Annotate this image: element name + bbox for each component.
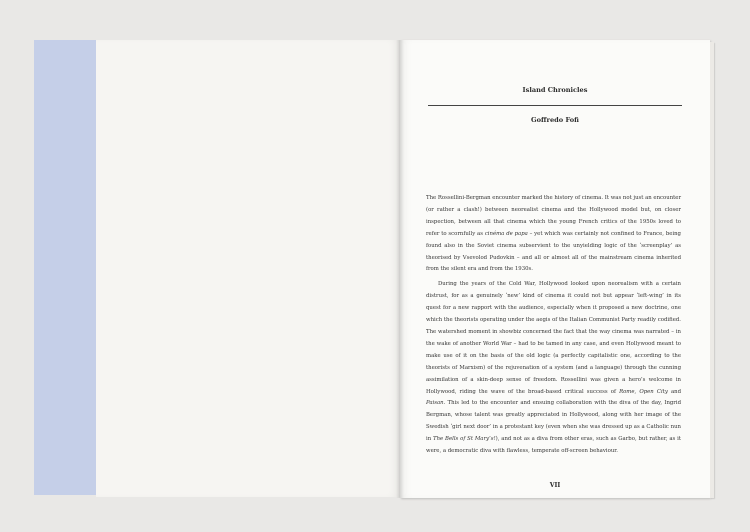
author-name: Goffredo Fofi xyxy=(531,116,579,124)
text-run: The Rossellini-Bergman encounter marked the history of cinema. It was not just an encounter (or rather a clash!) between neorealist cinema and the Hollywood model but, on closer inspection, between all that cinema which the young French critics of the 1950s loved to refer to scornfully as xyxy=(426,195,681,237)
body-text xyxy=(426,193,681,461)
running-head: Island Chronicles xyxy=(522,86,588,94)
italic-title: cinéma de papa xyxy=(484,230,528,237)
italic-title: The Bells of St Mary’s! xyxy=(433,436,496,443)
header-rule xyxy=(428,105,682,106)
text-run: ), and not as a diva from other eras, such as Garbo, but rather, as it were, a democratic diva with flawless, temperate off-screen behaviour. xyxy=(426,436,681,455)
italic-title: Rome, Open City xyxy=(619,388,668,395)
text-run: and xyxy=(667,388,682,395)
page-number: VII xyxy=(549,482,561,489)
paragraph-1 xyxy=(426,193,681,276)
text-run: During the years of the Cold War, Hollywood looked upon neorealism with a certain distrust, for as a genuinely ‘new’ kind of cinema it could not but appear ‘left-wing’ in its quest for a new rapport with the audience, especially when it proposed a new doctrine, one which the theorists operating under the aegis of the Italian Communist Party readily codified. The watershed moment in showbiz concerned the fact that the way cinema was narrated – in the wake of another World War – had to be tamed in any case, and even Hollywood meant to make use of it on the basis of the old logic (a perfectly capitalistic one, according to the theorists of Marxism) of the rejuvenation of a system (and a language) through the cunning assimilation of a skin-deep sense of freedom. Rossellini was given a hero’s welcome in Hollywood, riding the wave of the broad-based critical success of xyxy=(426,281,681,395)
italic-title: Paisan xyxy=(426,400,444,407)
left-page xyxy=(96,40,400,497)
page-block-edge xyxy=(710,42,714,498)
book-gutter xyxy=(396,40,404,498)
book-cover-edge xyxy=(34,40,96,495)
text-run: – yet which was certainly not confined to France, being found also in the Soviet cinema subservient to the unyielding logic of the ‘screenplay’ as theorised by Vsevolod Pudovkin – and all or almost all of the mainstream cinema inherited from the silent era and from the 1930s. xyxy=(426,230,681,273)
text-run: . This led to the encounter and ensuing collaboration with the diva of the day, Ingrid Bergman, whose talent was greatly appreciated in Hollywood, along with her image of the Swedish ‘girl next door’ in a protestant key (even when she was dressed up as a Catholic nun in xyxy=(426,400,681,443)
paragraph-2 xyxy=(426,279,681,458)
show-through-text xyxy=(120,82,385,96)
